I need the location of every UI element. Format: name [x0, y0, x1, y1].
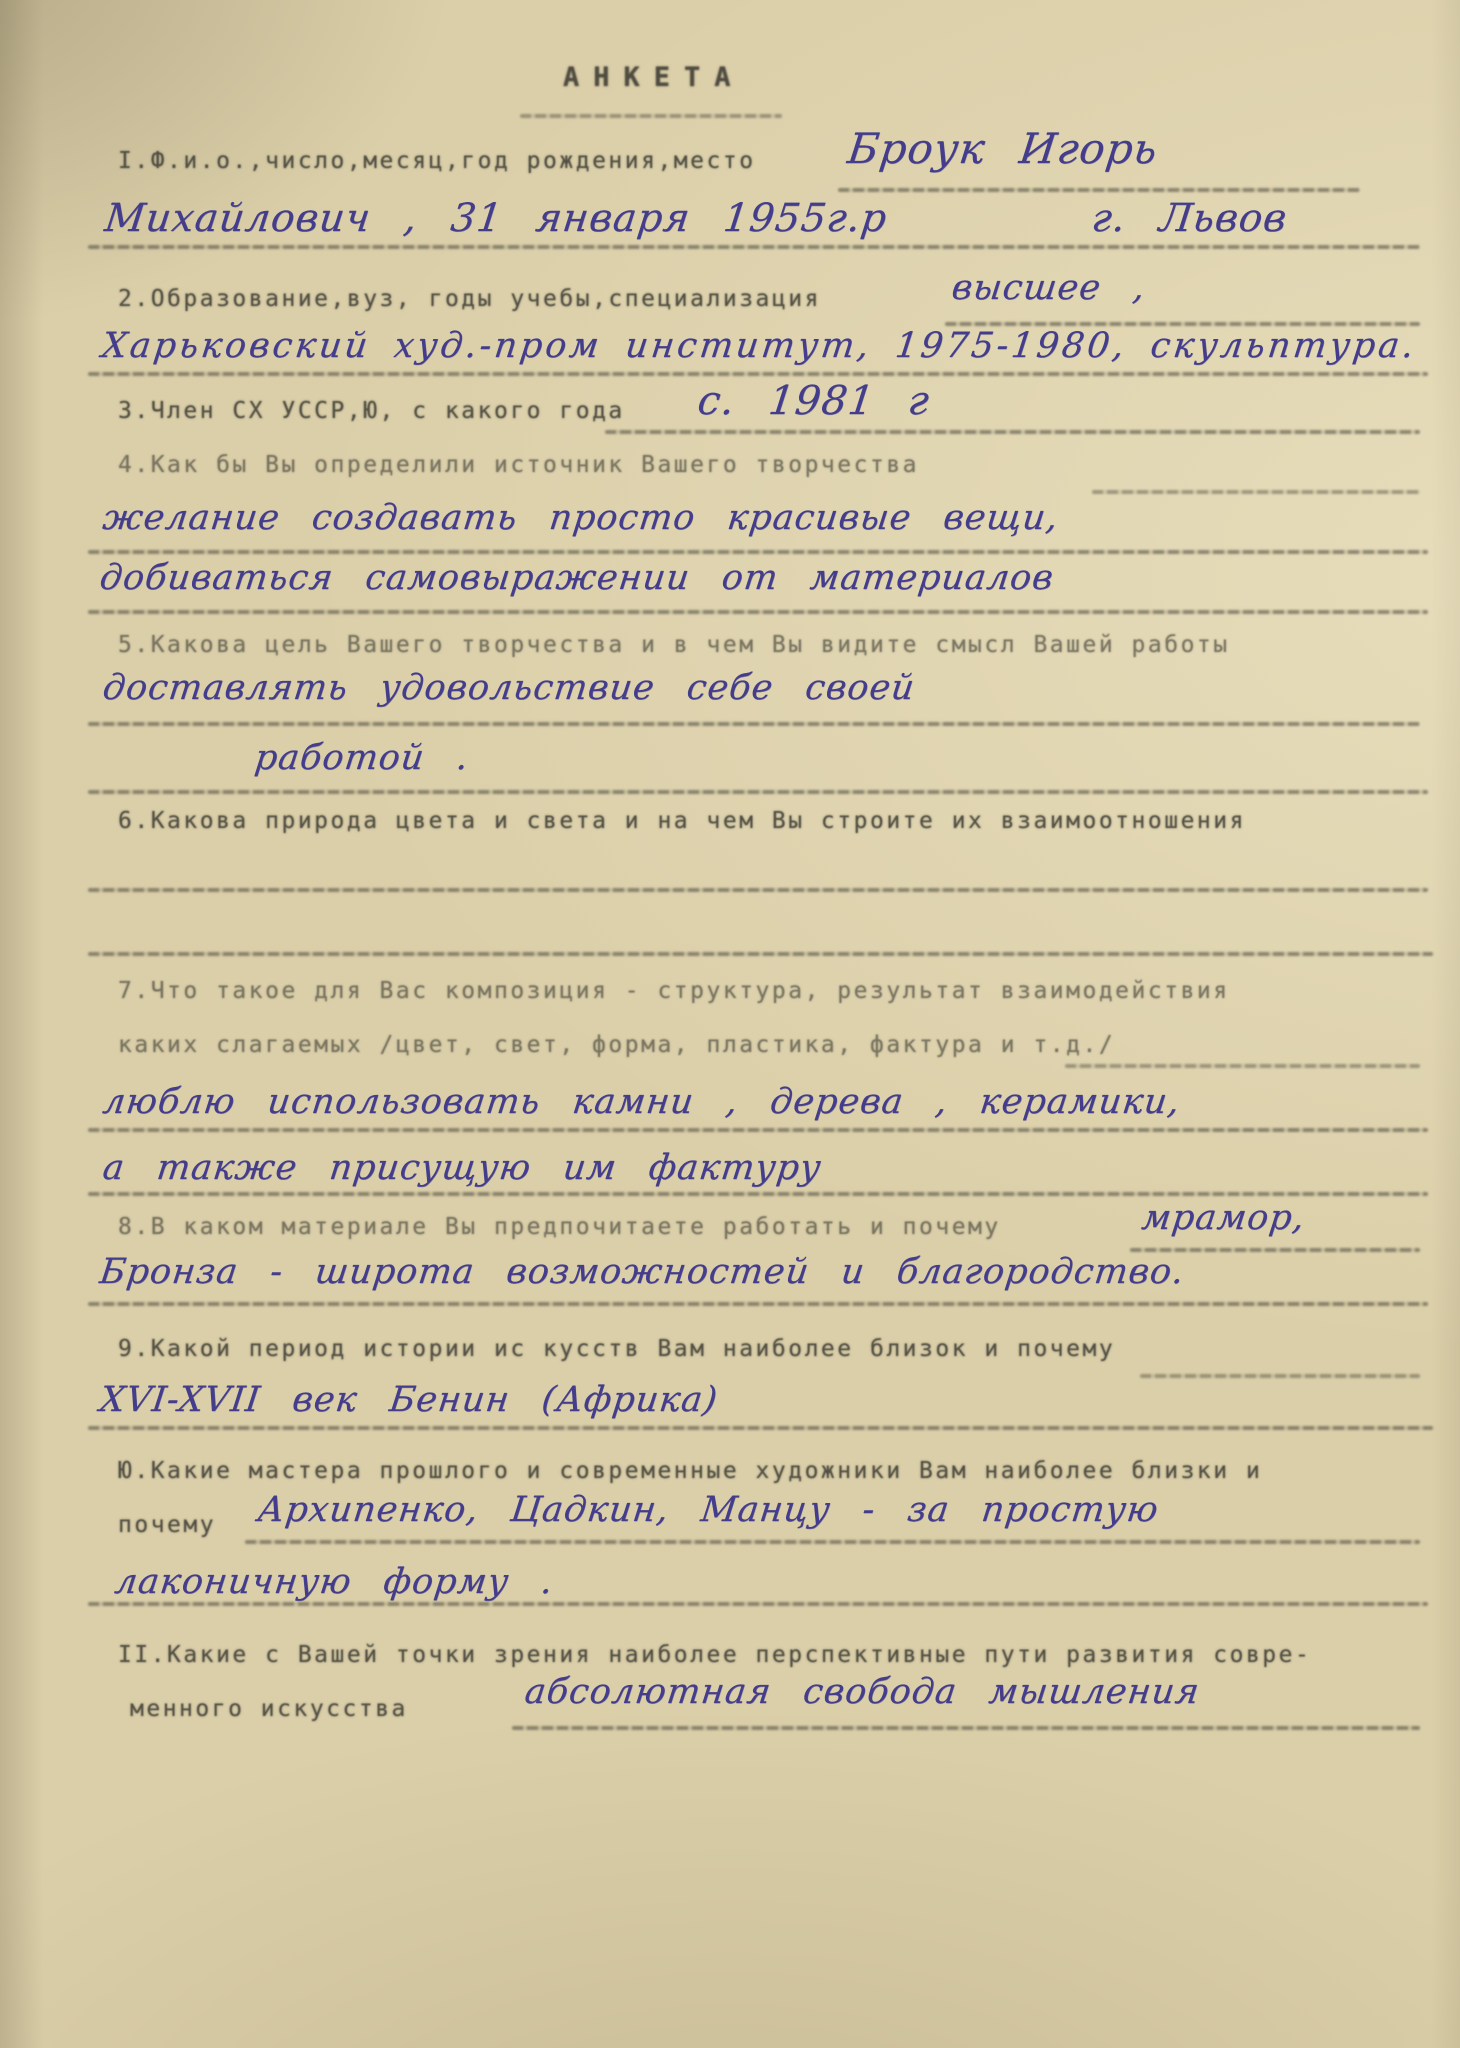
ruled-line-empty — [88, 888, 1428, 892]
q7-answer-line1: люблю использовать камни , дерева , керамики, — [100, 1082, 1183, 1122]
q8-answer-material: мрамор, — [1139, 1198, 1308, 1238]
ruled-line — [88, 245, 1420, 249]
q10-answer-line1: Архипенко, Цадкин, Манцу - за простую — [255, 1490, 1162, 1530]
ruled-line — [245, 1540, 1420, 1544]
q7-label-line2: каких слагаемых /цвет, свет, форма, пластика, фактура и т.д./ — [118, 1032, 1116, 1058]
q1-answer-city: г. Львов — [1089, 196, 1290, 241]
ruled-line-empty — [88, 952, 1433, 956]
q10-label-line1: Ю.Какие мастера прошлого и современные художники Вам наиболее близки и — [118, 1458, 1263, 1484]
q2-label: 2.Образование,вуз, годы учебы,специализация — [118, 286, 821, 312]
q5-answer-line1: доставлять удовольствие себе своей — [100, 668, 918, 708]
q7-answer-line2: а также присущую им фактуру — [100, 1148, 824, 1188]
q8-label: 8.В каком материале Вы предпочитаете работать и почему — [118, 1214, 1001, 1240]
ruled-line — [1065, 1064, 1420, 1068]
q5-answer-line2: работой . — [252, 738, 472, 778]
q9-label: 9.Какой период истории ис кусств Вам наиболее близок и почему — [118, 1336, 1116, 1362]
q2-answer-degree: высшее , — [949, 268, 1148, 308]
q10-answer-line2: лаконичную форму . — [112, 1562, 556, 1602]
ruled-line — [88, 790, 1428, 794]
q4-answer-line1: желание создавать просто красивые вещи, — [100, 498, 1061, 538]
ruled-line — [605, 430, 1420, 434]
q11-label-line1: II.Какие с Вашей точки зрения наиболее перспективные пути развития совре- — [118, 1642, 1312, 1668]
ruled-line — [88, 372, 1428, 376]
ruled-line — [88, 610, 1428, 614]
ruled-line — [88, 722, 1420, 726]
ruled-line — [88, 1192, 1428, 1196]
title-underline — [520, 114, 782, 118]
page-title: АНКЕТА — [563, 62, 745, 93]
q1-answer-name: Броук Игорь — [844, 124, 1161, 173]
ruled-line — [838, 188, 1360, 192]
q11-label-line2: менного искусства — [130, 1696, 408, 1722]
q5-label: 5.Какова цель Вашего творчества и в чем Вы видите смысл Вашей работы — [118, 632, 1230, 658]
q10-label-line2: почему — [118, 1512, 217, 1538]
q7-label-line1: 7.Что такое для Вас композиция - структура, результат взаимодействия — [118, 978, 1230, 1004]
q4-answer-line2: добиваться самовыражении от материалов — [97, 558, 1057, 598]
ruled-line — [88, 1602, 1428, 1606]
q9-answer: XVI-XVII век Бенин (Африка) — [97, 1380, 721, 1420]
ruled-line — [88, 1426, 1433, 1430]
ruled-line — [88, 1128, 1428, 1132]
ruled-line — [1140, 1374, 1420, 1378]
q1-answer-patronymic-date: Михайлович , 31 января 1955г.р — [102, 196, 890, 241]
ruled-line — [512, 1726, 1420, 1730]
q3-answer-year: с. 1981 г — [695, 378, 933, 424]
ruled-line — [88, 550, 1428, 554]
q2-answer-institute: Харьковский худ.-пром институт, 1975-1980, скульптура. — [99, 326, 1419, 366]
ruled-line — [88, 1302, 1428, 1306]
q4-label: 4.Как бы Вы определили источник Вашего творчества — [118, 452, 920, 478]
q3-label: 3.Член СХ УССР,Ю, с какого года — [118, 398, 625, 424]
ruled-line — [1092, 490, 1420, 494]
q1-label: I.Ф.и.о.,число,месяц,год рождения,место — [118, 148, 756, 174]
q6-label: 6.Какова природа цвета и света и на чем Вы строите их взаимоотношения — [118, 808, 1246, 834]
q8-answer-line2: Бронза - широта возможностей и благородство. — [97, 1252, 1187, 1292]
q11-answer: абсолютная свобода мышления — [522, 1672, 1202, 1712]
